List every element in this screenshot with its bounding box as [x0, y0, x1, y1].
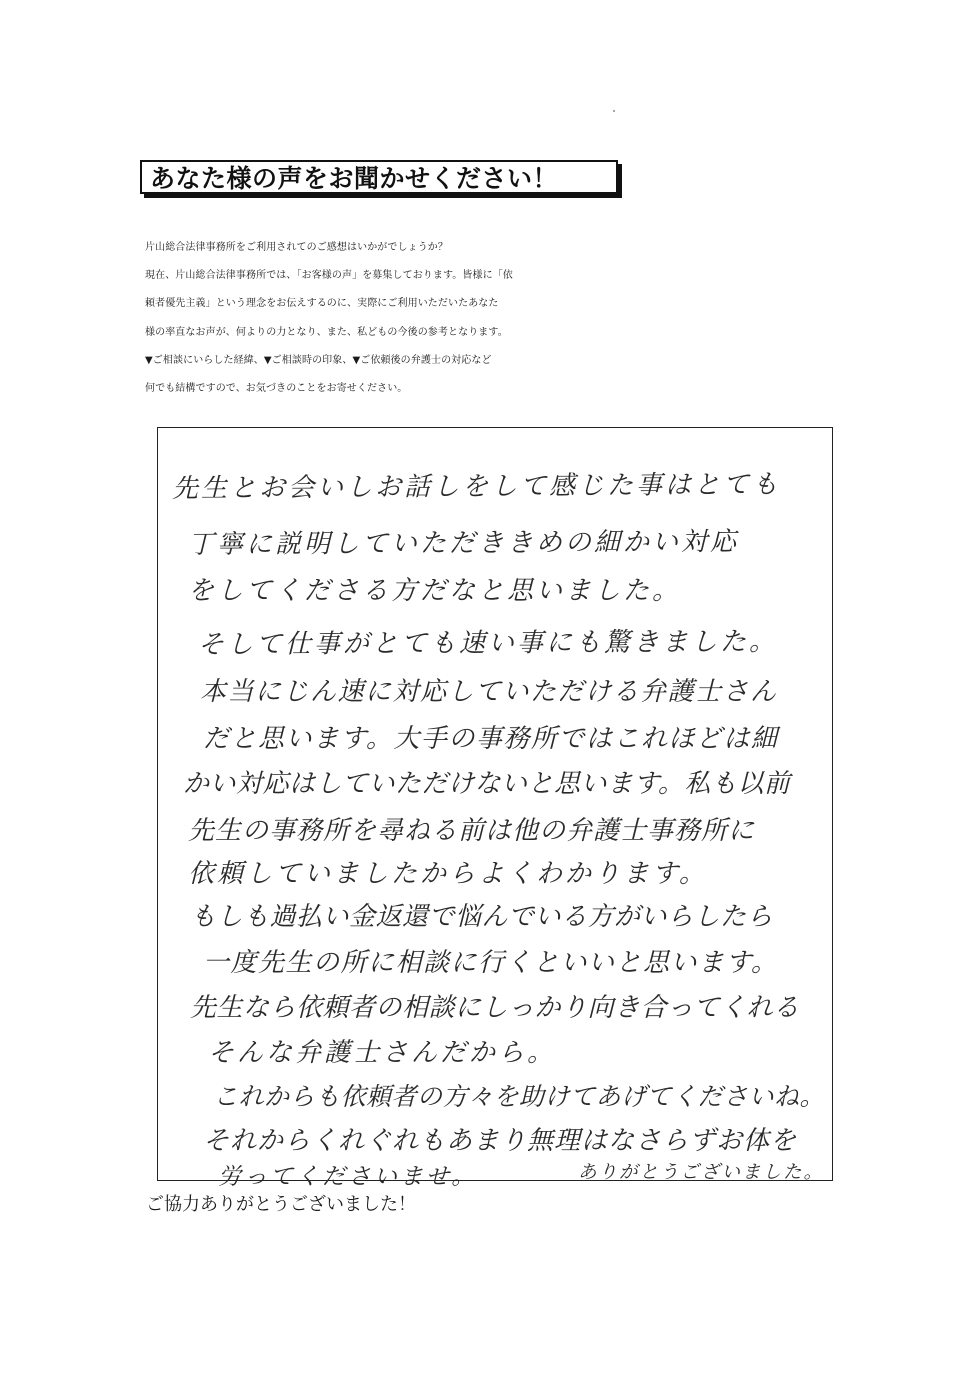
- handwritten-line: 本当にじん速に対応していただける弁護士さん: [200, 677, 778, 707]
- scan-speck: [613, 110, 615, 112]
- handwritten-line: 労ってくださいませ。: [218, 1164, 478, 1190]
- handwritten-line: それからくれぐれもあまり無理はなさらずお体を: [203, 1126, 798, 1156]
- handwritten-signoff: ありがとうございました。: [578, 1162, 825, 1183]
- handwritten-line: これからも依頼者の方々を助けてあげてくださいね。: [213, 1082, 826, 1111]
- intro-paragraph: [145, 234, 865, 403]
- handwritten-line: かい対応はしていただけないと思います。私も以前: [183, 769, 791, 799]
- intro-line: 何でも結構ですので、お気づきのことをお寄せください。: [145, 383, 408, 395]
- intro-line: 頼者優先主義」という理念をお伝えするのに、実際にご利用いただいたあなた: [145, 298, 499, 310]
- title-box: [140, 160, 618, 194]
- intro-line: ▼ご相談にいらした経緯、▼ご相談時の印象、▼ご依頼後の弁護士の対応など: [145, 354, 492, 366]
- handwritten-line: をしてくださる方だなと思いました。: [188, 576, 682, 606]
- handwritten-line: 先生なら依頼者の相談にしっかり向き合ってくれる: [190, 993, 800, 1023]
- handwritten-line: 一度先生の所に相談に行くといいと思います。: [203, 948, 779, 978]
- handwritten-line: 依頼していましたからよくわかります。: [188, 859, 708, 889]
- footer-thanks: ご協力ありがとうございました！: [146, 1194, 416, 1215]
- handwritten-line: だと思います。大手の事務所ではこれほどは細: [203, 724, 779, 754]
- handwritten-line: 先生の事務所を尋ねる前は他の弁護士事務所に: [188, 816, 756, 846]
- handwritten-line: 丁寧に説明していただききめの細かい対応: [187, 527, 740, 560]
- intro-line: 様の率直なお声が、何よりの力となり、また、私どもの今後の参考となります。: [145, 326, 508, 338]
- handwritten-line: 先生とお会いしお話しをして感じた事はとても: [171, 469, 782, 504]
- handwritten-line: そして仕事がとても速い事にも驚きました。: [197, 626, 779, 660]
- intro-line: 片山総合法律事務所をご利用されてのご感想はいかがでしょうか？: [145, 242, 448, 253]
- handwritten-line: そんな弁護士さんだから。: [208, 1038, 557, 1068]
- handwritten-line: もしも過払い金返還で悩んでいる方がいらしたら: [190, 902, 774, 932]
- intro-line: 現在、片山総合法律事務所では、「お客様の声」を募集しております。皆様に「依: [145, 270, 513, 282]
- page-title: あなた様の声をお聞かせください！: [150, 164, 559, 193]
